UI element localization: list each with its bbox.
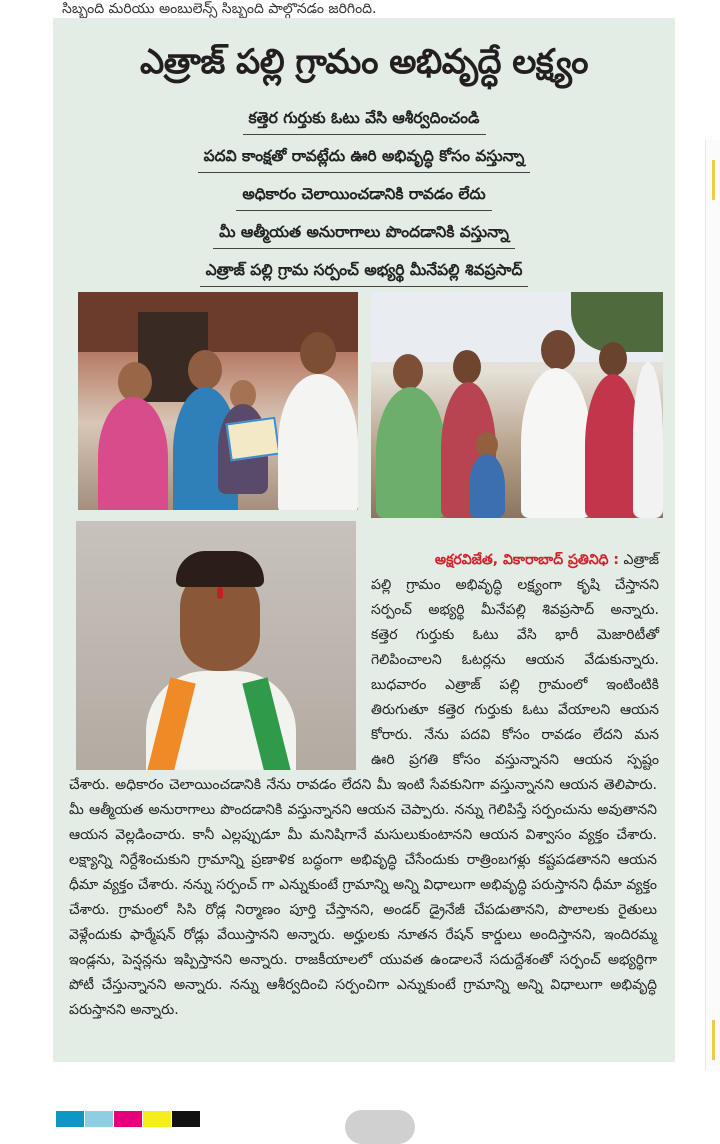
black-swatch (172, 1111, 200, 1127)
slogan-line: మీ ఆత్మీయత అనురాగాలు పొందడానికి వస్తున్నా (213, 220, 515, 249)
column-line: కోరారు. నేను పదవి కోసం రావడం లేదని మన (371, 727, 659, 743)
column-line: పల్లి గ్రామం అభివృద్ధి లక్ష్యంగా కృషి చేస్తానని (371, 577, 659, 593)
slogan-line: ఎత్రాజ్ పల్లి గ్రామ సర్పంచ్ అభ్యర్థి మీనేపల్లి శివప్రసాద్ (200, 258, 529, 287)
edge-mark (712, 1020, 715, 1060)
article-headline: ఎత్రాజ్ పల్లి గ్రామం అభివృద్ధే లక్ష్యం (140, 42, 588, 82)
edge-mark (712, 160, 715, 200)
byline-first-words: ఎత్రాజ్ (623, 552, 659, 568)
slogan-list (53, 106, 675, 296)
column-line: సర్పంచ్ అభ్యర్థి మీనేపల్లి శివప్రసాద్ అన్నారు. (371, 602, 659, 618)
yellow-swatch (143, 1111, 171, 1127)
column-line: కత్తెర గుర్తుకు ఓటు వేసి భారీ మెజారిటీతో (371, 627, 659, 643)
magenta-swatch (114, 1111, 142, 1127)
slogan-line: అధికారం చెలాయించడానికి రావడం లేదు (236, 182, 491, 211)
cyan-swatch (56, 1111, 84, 1127)
campaign-photo-family (78, 292, 358, 510)
adjacent-page-edge (705, 140, 720, 1070)
column-line: తిరుగుతూ కత్తెర గుర్తుకు ఓటు వేయాలని ఆయన (371, 702, 659, 718)
light-cyan-swatch (85, 1111, 113, 1127)
slogan-line: కత్తెర గుర్తుకు ఓటు వేసి ఆశీర్వదించండి (243, 106, 486, 135)
slogan-line: పదవి కాంక్షతో రావట్లేదు ఊరి అభివృద్ధి కోసం వస్తున్నా (198, 144, 531, 173)
byline (371, 548, 659, 573)
column-line: గెలిపించాలని ఓటర్లను ఆయన వేడుకున్నారు. (371, 652, 659, 668)
print-color-bar (56, 1111, 201, 1127)
candidate-portrait (76, 521, 356, 770)
article-column (371, 548, 659, 773)
column-line: ఊరి ప్రగతి కోసం వస్తున్నానని ఆయన స్పష్టం (371, 752, 659, 768)
registration-mark (345, 1110, 415, 1144)
article-body: చేశారు. అధికారం చెలాయించడానికి నేను రావడం లేదని మీ ఇంటి సేవకునిగా వస్తున్నానని ఆయన తెలిపారు. మీ ఆత్మీయత అనురాగాలు పొందడానికి వస్తున్నానని ఆయన చెప్పారు. నన్ను గెలిపిస్తే సర్పంచును అవుతానని ఆయన వెల్లడించారు. కానీ ఎల్లప్పుడూ మీ మనిషిగానే మసులుకుంటానని ఆయన విశ్వాసం వ్యక్తం చేశారు. లక్ష్యాన్ని నిర్దేశించుకుని గ్రామాన్ని ప్రణాళిక బద్ధంగా అభివృద్ధి చేసేందుకు రాత్రింబగళ్లు కష్టపడతానని ఆయన ధీమా వ్యక్తం చేశారు. నన్ను సర్పంచ్ గా ఎన్నుకుంటే గ్రామాన్ని అన్ని విధాలుగా అభివృద్ధి పరుస్తానని ధీమా వ్యక్తం చేశారు. గ్రామంలో సిసి రోడ్ల నిర్మాణం పూర్తి చేస్తానని, అండర్ డ్రైనేజీ చేపడుతానని, పొలాలకు రైతులు వెళ్లేందుకు ఫార్మేషన్ రోడ్లు వేయిస్తానని అన్నారు. అర్హులకు నూతన రేషన్ కార్డులు అందిస్తానని, ఇందిరమ్మ ఇండ్లను, పెన్షన్లను ఇప్పిస్తానని అన్నారు. రాజకీయాలలో యువత ఉండాలనే సదుద్దేశంతో సర్పంచ్ అభ్యర్థిగా పోటీ చేస్తున్నానని అన్నారు. నన్ను ఆశీర్వదించి సర్పంచిగా ఎన్నుకుంటే గ్రామాన్ని అన్ని విధాలుగా అభివృద్ధి పరుస్తానని అన్నారు. (69, 777, 657, 1018)
column-line: బుధవారం ఎత్రాజ్ పల్లి గ్రామంలో ఇంటింటికి (371, 677, 659, 693)
campaign-photo-crowd (371, 292, 663, 518)
previous-article-last-line: సిబ్బంది మరియు అంబులెన్స్ సిబ్బంది పాల్గొనడం జరిగింది. (62, 1, 377, 17)
dateline: అక్షరవిజేత, వికారాబాద్ ప్రతినిధి : (434, 552, 620, 568)
news-article (53, 18, 675, 1062)
